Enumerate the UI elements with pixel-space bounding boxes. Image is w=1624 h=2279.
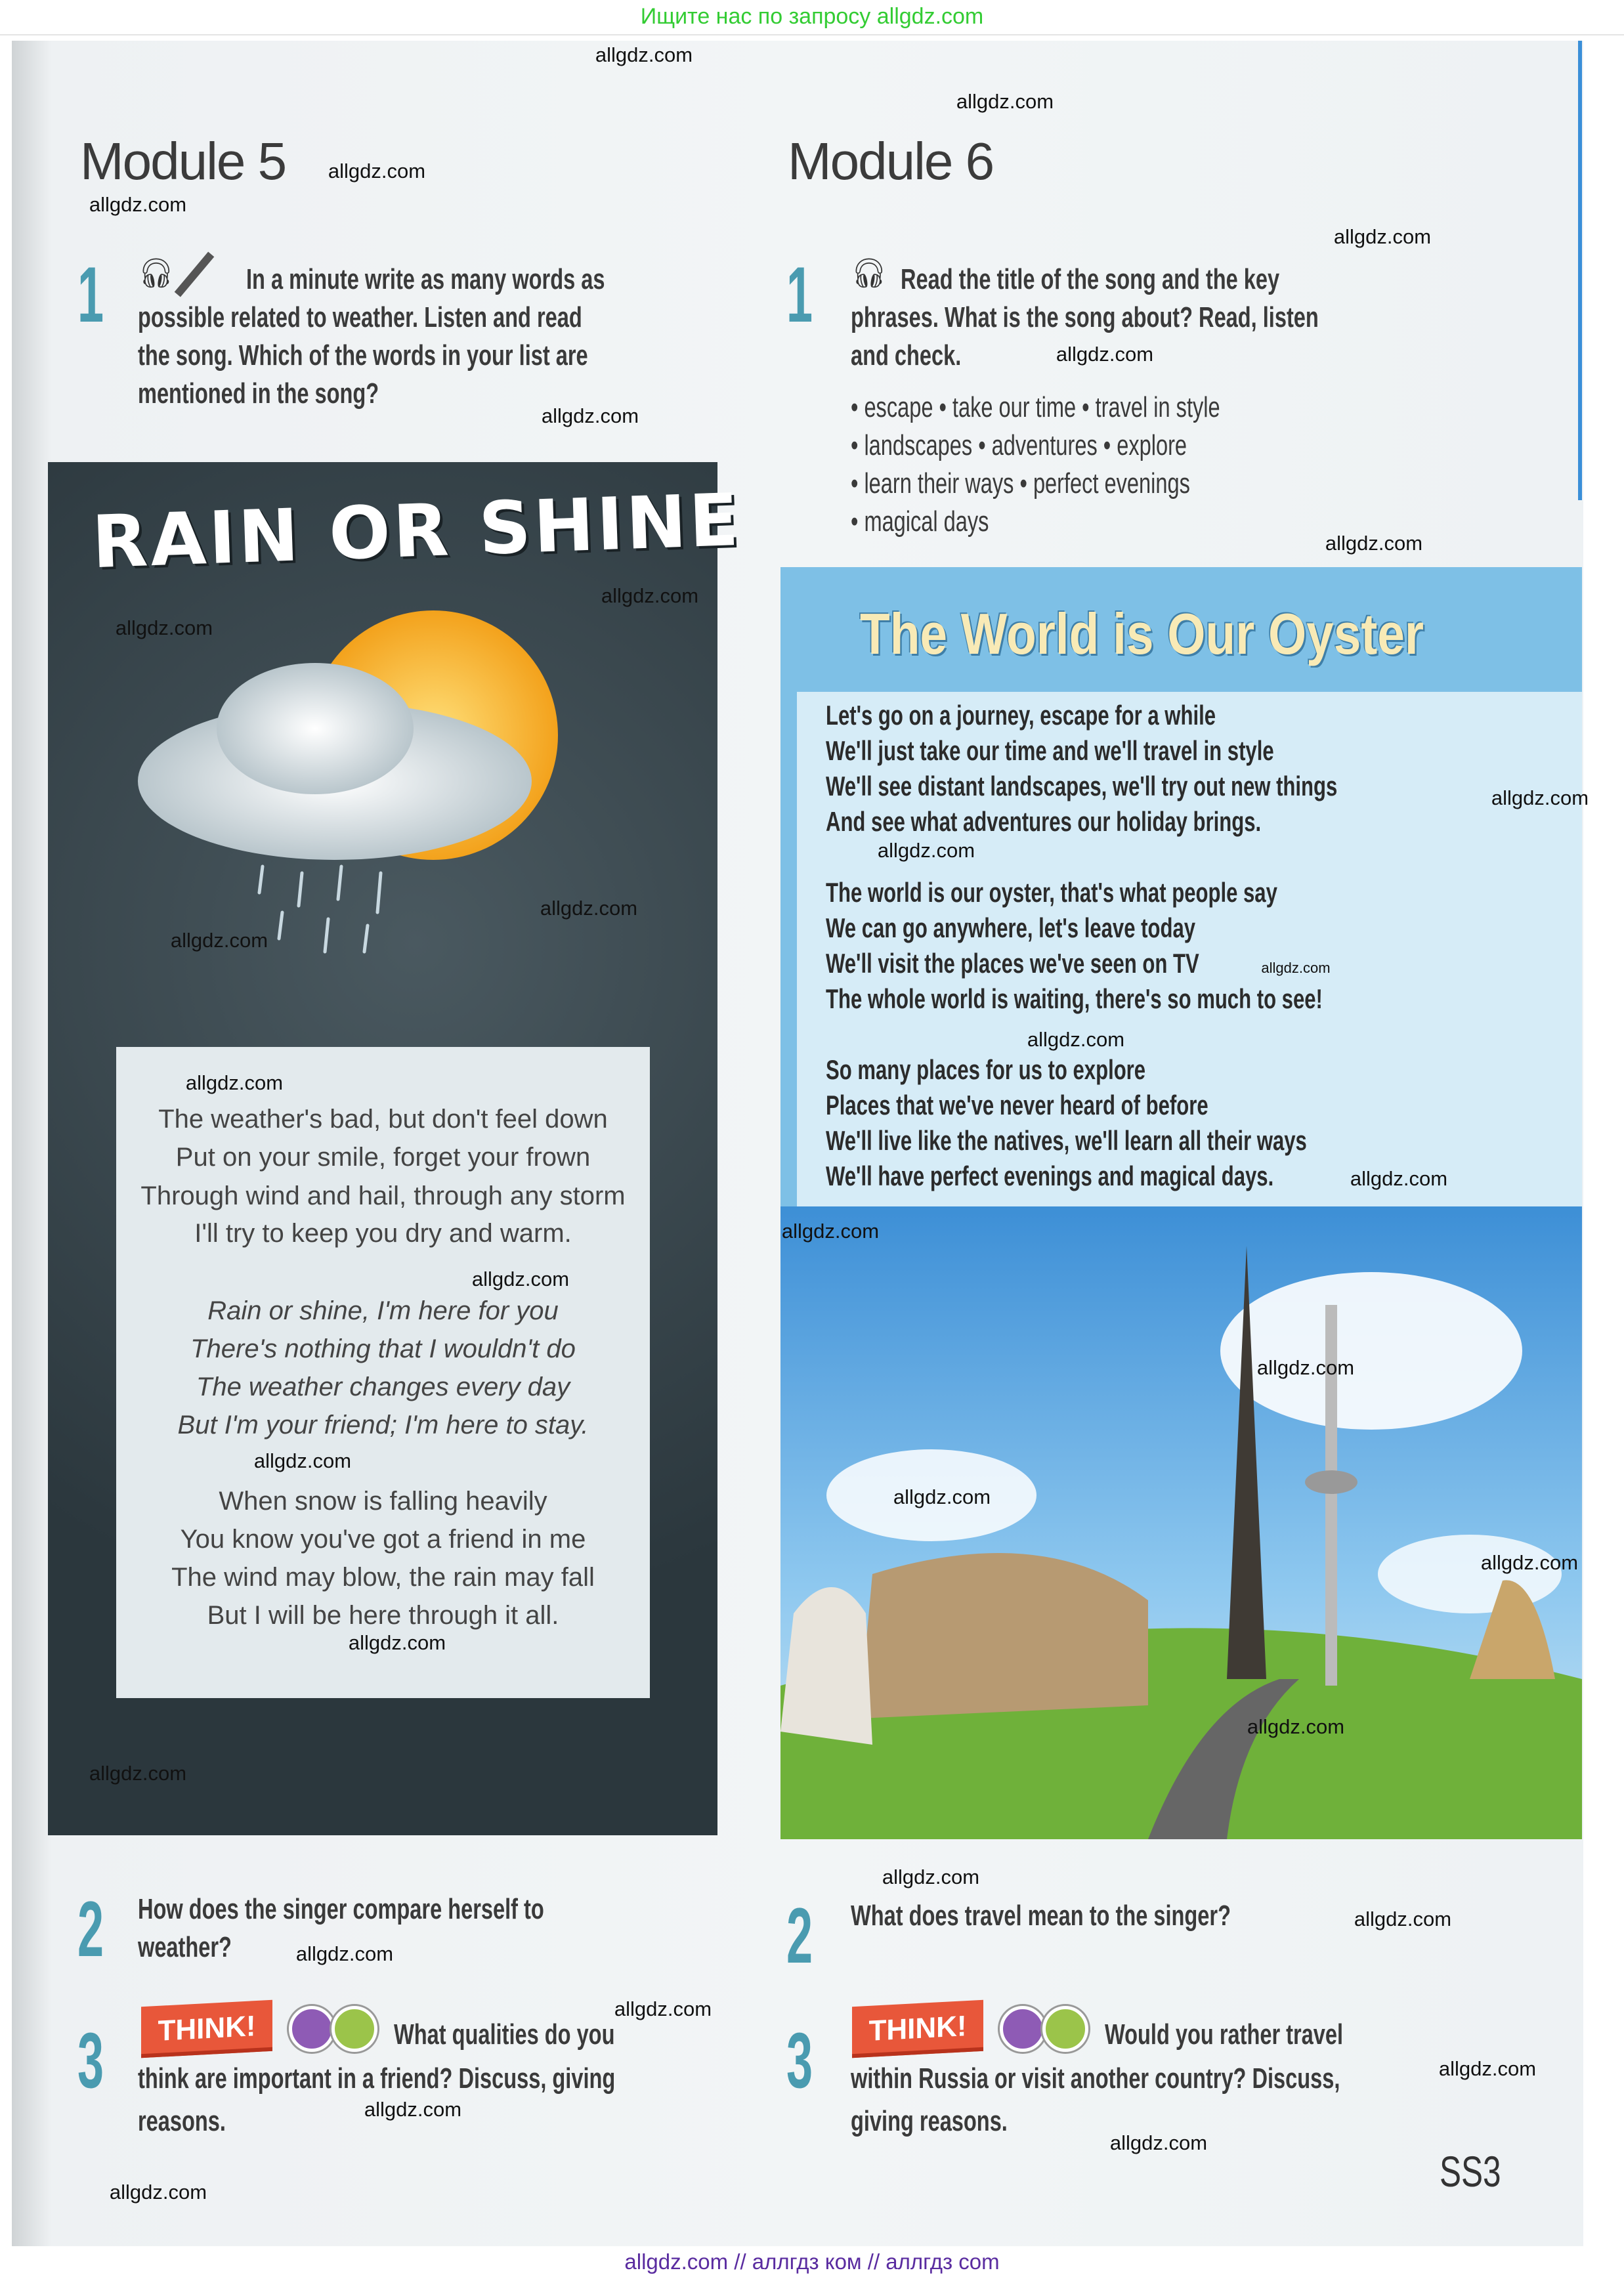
lyric-line: When snow is falling heavily <box>219 1487 547 1516</box>
watermark: allgdz.com <box>882 1865 980 1888</box>
exercise-text: How does the singer compare herself to <box>138 1893 544 1925</box>
lyric-line: Rain or shine, I'm here for you <box>207 1296 559 1325</box>
lyric-line: We'll just take our time and we'll travel in style <box>826 735 1274 766</box>
world-landmarks-photo <box>780 1206 1582 1839</box>
exercise-text: Would you rather travel <box>1105 2018 1344 2051</box>
watermark: allgdz.com <box>1027 1028 1125 1051</box>
exercise-text: the song. Which of the words in your list are <box>138 339 588 372</box>
watermark: allgdz.com <box>295 1942 394 1965</box>
lyric-line: But I will be here through it all. <box>207 1601 559 1630</box>
exercise-number: 1 <box>77 251 104 339</box>
exercise-number: 3 <box>77 2016 104 2104</box>
lyric-line: The weather changes every day <box>196 1373 570 1401</box>
watermark: allgdz.com <box>877 839 975 862</box>
page-number: SS3 <box>1440 2147 1501 2196</box>
watermark: allgdz.com <box>1333 225 1432 248</box>
think-badge: THINK! <box>141 2000 272 2058</box>
watermark: allgdz.com <box>1056 343 1154 366</box>
key-phrases: • magical days <box>851 505 989 538</box>
lyric-line: We can go anywhere, let's leave today <box>826 912 1196 943</box>
watermark: allgdz.com <box>1438 2057 1537 2080</box>
lyric-line: So many places for us to explore <box>826 1054 1146 1085</box>
watermark: allgdz.com <box>170 929 268 952</box>
lyric-line: You know you've got a friend in me <box>180 1525 586 1554</box>
lyric-line: We'll see distant landscapes, we'll try out new things <box>826 771 1338 801</box>
exercise-text: possible related to weather. Listen and read <box>138 301 582 333</box>
watermark: allgdz.com <box>601 584 699 607</box>
watermark: allgdz.com <box>781 1220 880 1243</box>
exercise-text: and check. <box>851 339 962 372</box>
lyric-line: Through wind and hail, through any storm <box>140 1182 626 1210</box>
lyric-line: I'll try to keep you dry and warm. <box>194 1219 572 1248</box>
lyric-line: Places that we've never heard of before <box>826 1090 1208 1120</box>
exercise-text: Read the title of the song and the key <box>901 263 1280 295</box>
key-phrases: • escape • take our time • travel in style <box>851 391 1220 423</box>
watermark: allgdz.com <box>1480 1551 1579 1574</box>
song-title: The World is Our Oyster <box>860 601 1424 666</box>
exercise-text: phrases. What is the song about? Read, listen <box>851 301 1319 333</box>
exercise-number: 1 <box>786 251 813 339</box>
headphones-icon: 🎧︎ <box>851 257 887 289</box>
face-icon <box>331 2006 377 2052</box>
key-phrases: • learn their ways • perfect evenings <box>851 467 1190 500</box>
lyric-line: We'll have perfect evenings and magical days. <box>826 1161 1274 1191</box>
watermark: allgdz.com <box>893 1485 991 1508</box>
lyric-line: Let's go on a journey, escape for a while <box>826 700 1216 731</box>
watermark: allgdz.com <box>1325 532 1423 555</box>
watermark: allgdz.com <box>185 1071 284 1094</box>
watermark: allgdz.com <box>1354 1907 1452 1930</box>
watermark: allgdz.com <box>89 1762 187 1785</box>
lyric-line: There's nothing that I wouldn't do <box>190 1334 576 1363</box>
watermark: allgdz.com <box>328 160 426 182</box>
watermark: allgdz.com <box>1261 960 1331 976</box>
exercise-text: mentioned in the song? <box>138 377 379 410</box>
lyric-line: The wind may blow, the rain may fall <box>171 1563 595 1592</box>
watermark: allgdz.com <box>115 616 213 639</box>
face-icon <box>1000 2006 1046 2052</box>
watermark: allgdz.com <box>1491 786 1589 809</box>
module-6-title: Module 6 <box>788 132 994 190</box>
exercise-text: giving reasons. <box>851 2105 1008 2137</box>
lyric-line: Put on your smile, forget your frown <box>175 1143 591 1172</box>
exercise-text: weather? <box>138 1931 232 1963</box>
lyric-line: We'll live like the natives, we'll learn all their ways <box>826 1125 1307 1156</box>
footer-links[interactable]: allgdz.com // аллгдз ком // аллгдз com <box>0 2247 1624 2279</box>
headphones-icon: 🎧︎ <box>138 257 175 289</box>
lyrics-box <box>116 1047 650 1698</box>
watermark: allgdz.com <box>540 897 638 920</box>
watermark: allgdz.com <box>1109 2131 1208 2154</box>
watermark: allgdz.com <box>109 2181 207 2204</box>
lyric-line: We'll visit the places we've seen on TV <box>826 948 1199 979</box>
lyric-line: The weather's bad, but don't feel down <box>158 1105 608 1134</box>
face-icon <box>289 2006 335 2052</box>
watermark: allgdz.com <box>595 43 693 66</box>
exercise-number: 2 <box>77 1885 104 1973</box>
exercise-text: What does travel mean to the singer? <box>851 1900 1231 1932</box>
watermark: allgdz.com <box>1247 1715 1345 1738</box>
lyric-line: The whole world is waiting, there's so much to see! <box>826 983 1323 1014</box>
search-banner[interactable]: Ищите нас по запросу allgdz.com <box>0 0 1624 35</box>
exercise-text: In a minute write as many words as <box>246 263 605 295</box>
watermark: allgdz.com <box>614 1997 712 2020</box>
key-phrases: • landscapes • adventures • explore <box>851 429 1187 461</box>
song-title: RAIN OR SHINE <box>91 477 742 585</box>
watermark: allgdz.com <box>541 404 639 427</box>
lyric-line: But I'm your friend; I'm here to stay. <box>177 1411 589 1439</box>
watermark: allgdz.com <box>89 193 187 216</box>
exercise-text: think are important in a friend? Discuss, giving <box>138 2062 616 2095</box>
watermark: allgdz.com <box>253 1449 352 1472</box>
lyric-line: The world is our oyster, that's what people say <box>826 877 1277 908</box>
exercise-text: What qualities do you <box>394 2018 615 2051</box>
watermark: allgdz.com <box>364 2098 462 2121</box>
exercise-text: within Russia or visit another country? Discuss, <box>851 2062 1340 2095</box>
watermark: allgdz.com <box>1350 1167 1448 1190</box>
watermark: allgdz.com <box>956 90 1054 113</box>
watermark: allgdz.com <box>348 1631 446 1654</box>
think-badge: THINK! <box>852 2000 983 2058</box>
exercise-text: reasons. <box>138 2105 226 2137</box>
page-edge <box>1578 41 1582 500</box>
lyric-line: And see what adventures our holiday brings. <box>826 806 1262 837</box>
face-icon <box>1042 2006 1088 2052</box>
lyrics-box <box>797 692 1582 1206</box>
watermark: allgdz.com <box>471 1267 570 1290</box>
exercise-number: 3 <box>786 2016 813 2104</box>
module-5-title: Module 5 <box>80 132 286 190</box>
watermark: allgdz.com <box>1256 1356 1355 1379</box>
exercise-number: 2 <box>786 1892 813 1980</box>
